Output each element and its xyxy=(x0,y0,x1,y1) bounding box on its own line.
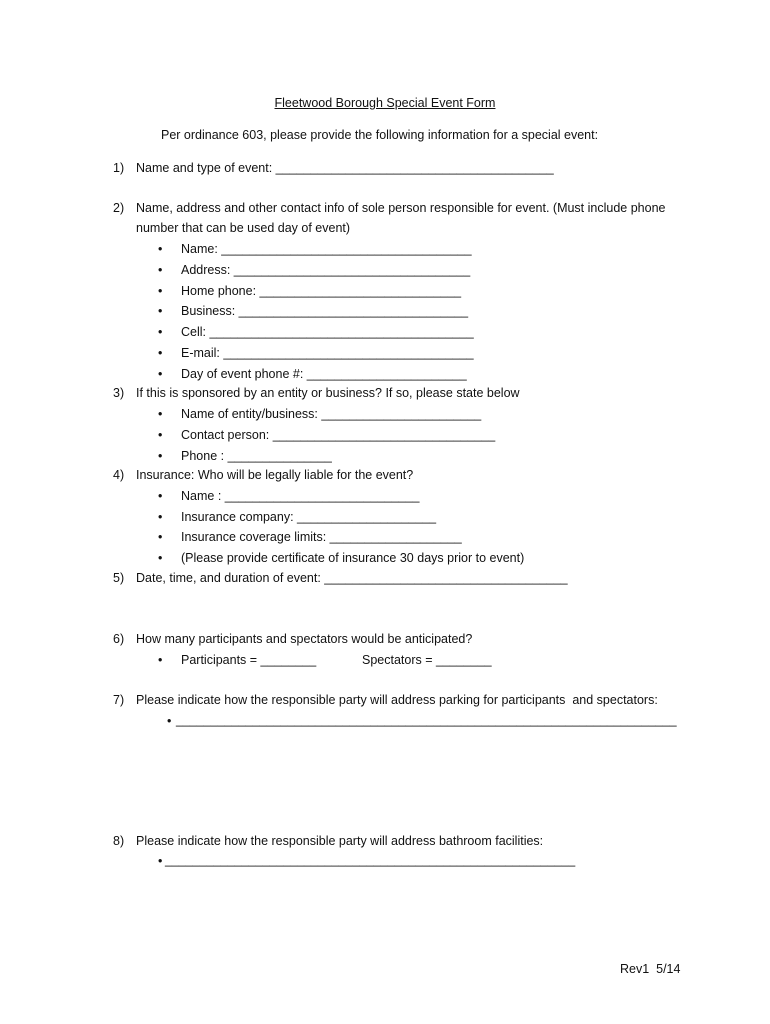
q1-number: 1) xyxy=(113,161,125,175)
bullet-icon: • xyxy=(158,854,163,868)
q7-text: Please indicate how the responsible party will address parking for participants and spectators: xyxy=(136,693,658,707)
q3-number: 3) xyxy=(113,386,125,400)
bullet-icon: • xyxy=(158,367,163,381)
q2-item-home-phone: Home phone: _____________________________ xyxy=(181,284,462,298)
q6-number: 6) xyxy=(113,632,125,646)
q4-item-name: Name : ____________________________ xyxy=(181,489,420,503)
q2-text-line2: number that can be used day of event) xyxy=(136,221,351,235)
q5-text: Date, time, and duration of event: ___________________________________ xyxy=(136,571,568,585)
q8-number: 8) xyxy=(113,834,125,848)
q6-participants: Participants = ________ xyxy=(181,653,317,667)
q8-answer-line: ___________________________________________________________ xyxy=(165,853,576,867)
q3-item-entity: Name of entity/business: _______________________ xyxy=(181,407,482,421)
revision-footer: Rev1 5/14 xyxy=(620,962,681,976)
bullet-icon: • xyxy=(158,263,163,277)
bullet-icon: • xyxy=(158,346,163,360)
q2-item-business: Business: _________________________________ xyxy=(181,304,469,318)
q8-text: Please indicate how the responsible party will address bathroom facilities: xyxy=(136,834,544,848)
bullet-icon: • xyxy=(158,551,163,565)
q3-item-contact: Contact person: ________________________________ xyxy=(181,428,496,442)
q3-item-phone: Phone : _______________ xyxy=(181,449,332,463)
q2-item-cell: Cell: ______________________________________ xyxy=(181,325,474,339)
bullet-icon: • xyxy=(158,449,163,463)
bullet-icon: • xyxy=(158,407,163,421)
intro-text: Per ordinance 603, please provide the following information for a special event: xyxy=(161,128,599,142)
q6-spectators: Spectators = ________ xyxy=(362,653,492,667)
q2-item-address: Address: __________________________________ xyxy=(181,263,471,277)
q4-number: 4) xyxy=(113,468,125,482)
q5-number: 5) xyxy=(113,571,125,585)
bullet-icon: • xyxy=(167,714,172,728)
q3-text: If this is sponsored by an entity or business? If so, please state below xyxy=(136,386,520,400)
bullet-icon: • xyxy=(158,510,163,524)
q6-text: How many participants and spectators would be anticipated? xyxy=(136,632,473,646)
q2-item-day-phone: Day of event phone #: _______________________ xyxy=(181,367,467,381)
bullet-icon: • xyxy=(158,653,163,667)
bullet-icon: • xyxy=(158,428,163,442)
bullet-icon: • xyxy=(158,284,163,298)
q2-text-line1: Name, address and other contact info of sole person responsible for event. (Must include phone xyxy=(136,201,666,215)
q2-item-name: Name: ____________________________________ xyxy=(181,242,472,256)
q1-text: Name and type of event: ________________________________________ xyxy=(136,161,554,175)
q4-text: Insurance: Who will be legally liable for the event? xyxy=(136,468,414,482)
bullet-icon: • xyxy=(158,489,163,503)
form-title: Fleetwood Borough Special Event Form xyxy=(274,96,496,110)
q4-item-certificate: (Please provide certificate of insurance 30 days prior to event) xyxy=(181,551,525,565)
q4-item-limits: Insurance coverage limits: ___________________ xyxy=(181,530,462,544)
bullet-icon: • xyxy=(158,325,163,339)
q7-number: 7) xyxy=(113,693,125,707)
q4-item-company: Insurance company: ____________________ xyxy=(181,510,437,524)
bullet-icon: • xyxy=(158,304,163,318)
bullet-icon: • xyxy=(158,242,163,256)
q2-item-email: E-mail: ____________________________________ xyxy=(181,346,474,360)
bullet-icon: • xyxy=(158,530,163,544)
q2-number: 2) xyxy=(113,201,125,215)
q7-answer-line: ________________________________________________________________________ xyxy=(176,713,677,727)
